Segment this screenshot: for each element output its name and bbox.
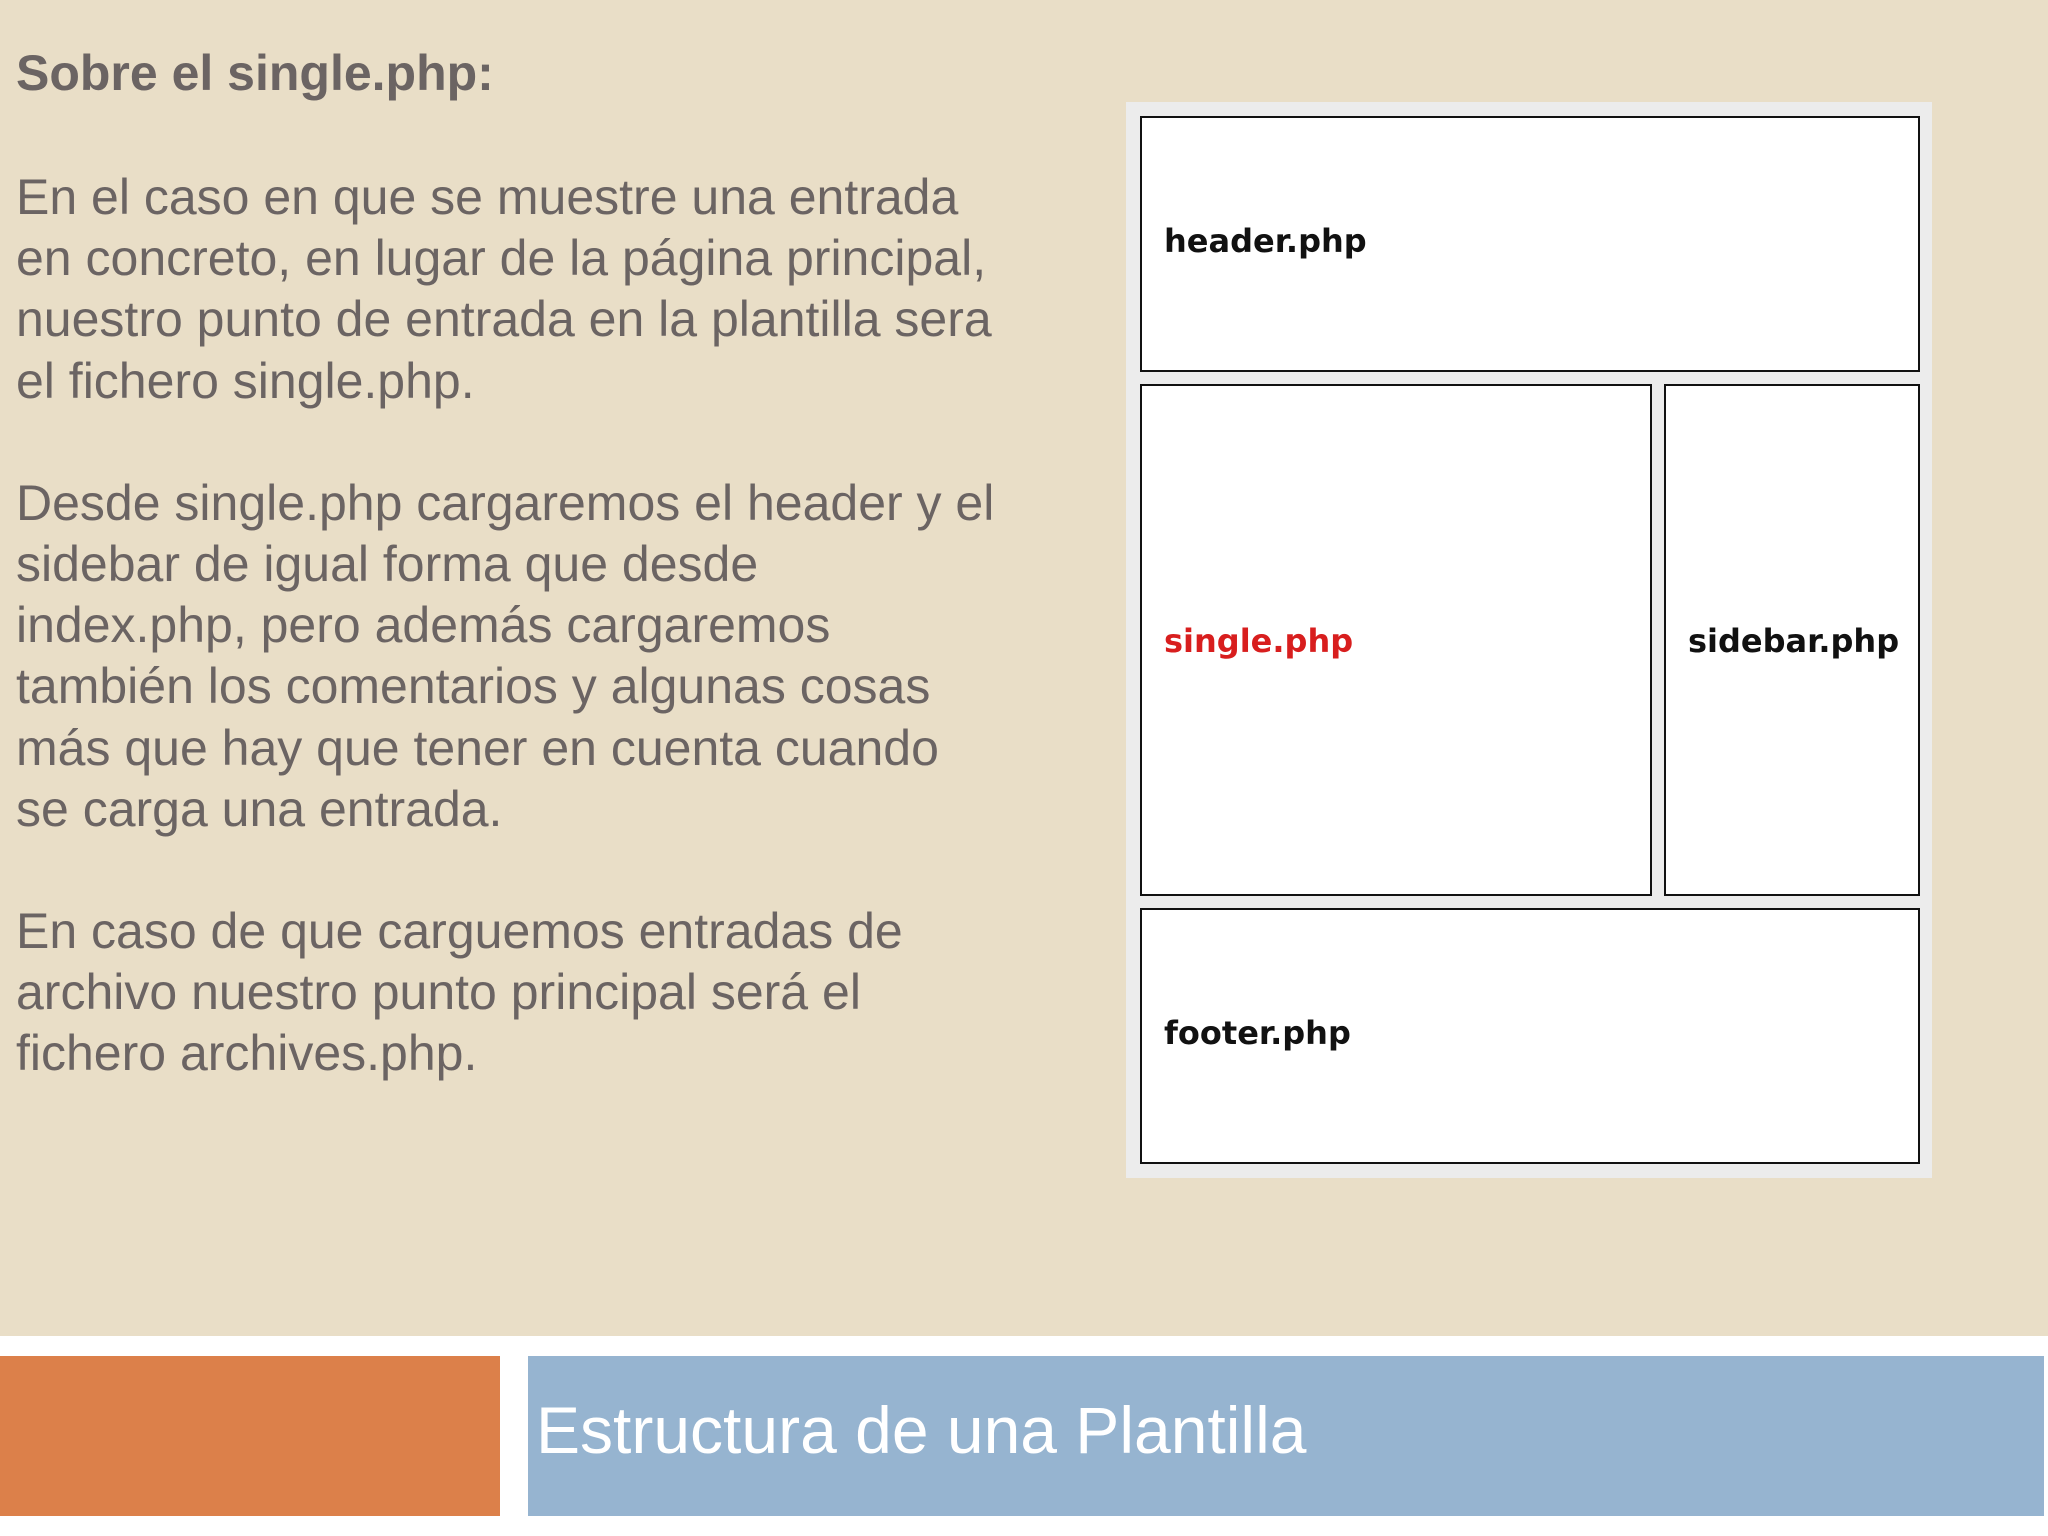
slide-title: Estructura de una Plantilla (536, 1393, 1307, 1467)
paragraph-line: más que hay que tener en cuenta cuando (16, 719, 939, 776)
spacer (16, 412, 1096, 473)
paragraph-3 (16, 901, 1096, 1085)
sidebar-label: sidebar.php (1688, 622, 1900, 660)
spacer (16, 840, 1096, 901)
paragraph-line: En el caso en que se muestre una entrada (16, 169, 959, 225)
paragraph-line: se carga una entrada. (16, 780, 503, 837)
paragraph-line: sidebar de igual forma que desde (16, 536, 759, 593)
slide-body (16, 40, 1096, 1085)
paragraph-line: también los comentarios y algunas cosas (16, 658, 931, 715)
slide-heading: Sobre el single.php: (16, 45, 494, 101)
footer-label: footer.php (1164, 1014, 1351, 1052)
main-content-box (1140, 384, 1652, 896)
spacer (16, 106, 1096, 167)
paragraph-line: en concreto, en lugar de la página principal, (16, 230, 987, 287)
header-label: header.php (1164, 222, 1367, 260)
header-box (1140, 116, 1920, 372)
paragraph-2 (16, 473, 1096, 840)
paragraph-line: index.php, pero además cargaremos (16, 597, 831, 654)
template-structure-diagram (1126, 102, 1932, 1178)
paragraph-line: el fichero single.php. (16, 352, 475, 409)
single-label: single.php (1164, 622, 1354, 660)
footer-accent-block (0, 1356, 500, 1516)
footer-box (1140, 908, 1920, 1164)
paragraph-line: Desde single.php cargaremos el header y el (16, 474, 995, 531)
sidebar-box (1664, 384, 1920, 896)
paragraph-line: nuestro punto de entrada en la plantilla sera (16, 291, 992, 348)
paragraph-1 (16, 167, 1096, 412)
paragraph-line: archivo nuestro punto principal será el (16, 964, 861, 1021)
paragraph-line: En caso de que carguemos entradas de (16, 903, 903, 960)
paragraph-line: fichero archives.php. (16, 1025, 478, 1082)
